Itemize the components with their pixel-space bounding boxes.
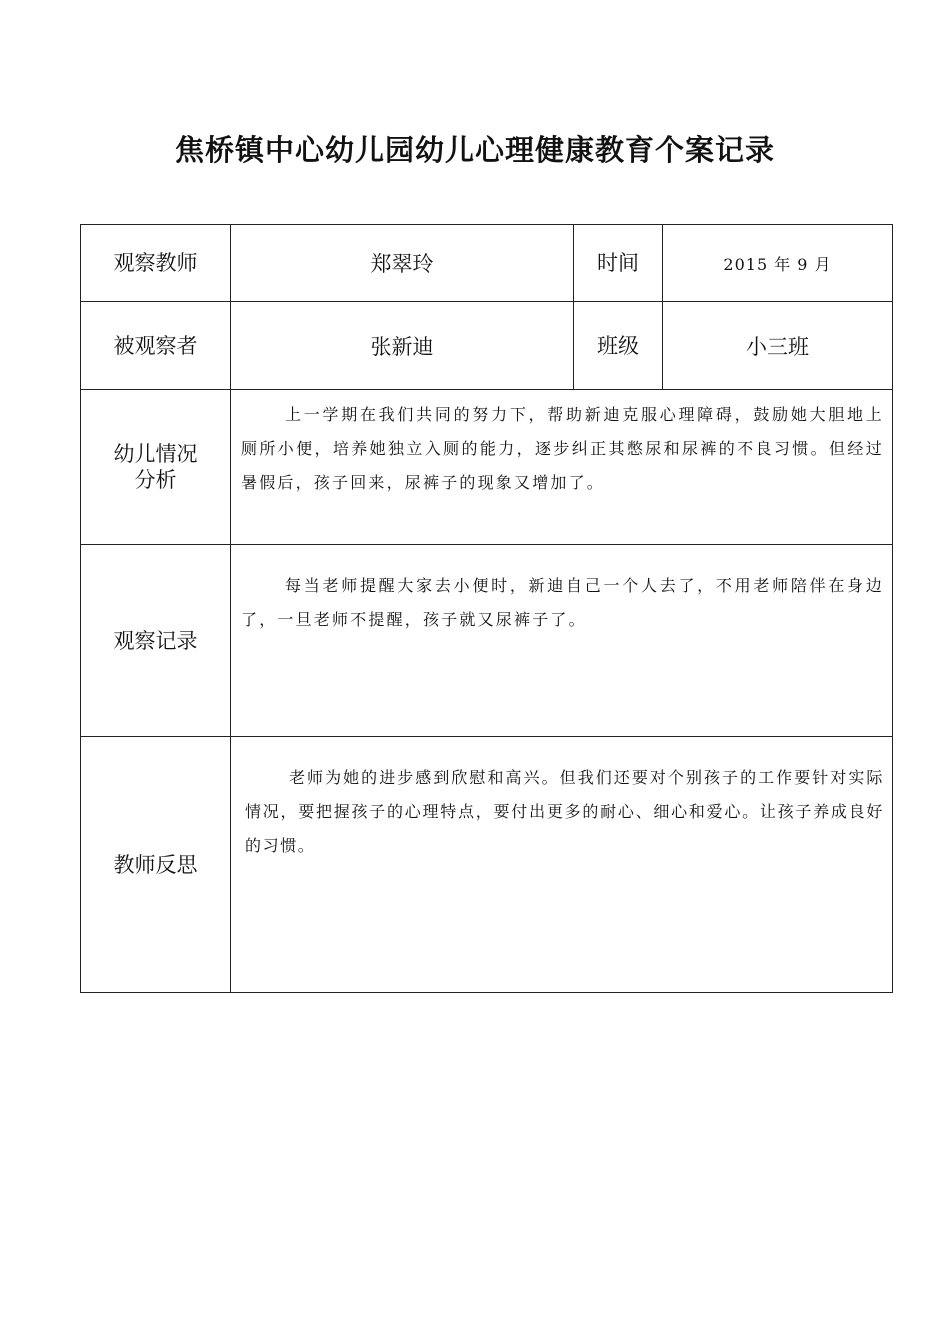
class-label: 班级 [574, 302, 663, 390]
analysis-label-line2: 分析 [134, 468, 177, 492]
observed-child-value: 张新迪 [231, 302, 574, 390]
analysis-text: 上一学期在我们共同的努力下，帮助新迪克服心理障碍，鼓励她大胆地上厕所小便，培养她独立入厕的能力，逐步纠正其憋尿和尿裤的不良习惯。但经过暑假后，孩子回来，尿裤子的现象又增加了。 [241, 405, 884, 492]
time-label: 时间 [574, 225, 663, 302]
reflection-label: 教师反思 [81, 737, 231, 993]
class-value: 小三班 [663, 302, 893, 390]
row-teacher-time [81, 225, 893, 302]
record-table [80, 224, 893, 993]
row-subject-class [81, 302, 893, 390]
observer-teacher-label: 观察教师 [81, 225, 231, 302]
row-reflection [81, 737, 893, 993]
reflection-text: 老师为她的进步感到欣慰和高兴。但我们还要对个别孩子的工作要针对实际情况，要把握孩子的心理特点，要付出更多的耐心、细心和爱心。让孩子养成良好的习惯。 [245, 768, 884, 855]
document-title: 焦桥镇中心幼儿园幼儿心理健康教育个案记录 [174, 133, 775, 167]
row-analysis [81, 390, 893, 545]
analysis-content-cell [231, 390, 893, 545]
row-observation [81, 545, 893, 737]
observer-teacher-value: 郑翠玲 [231, 225, 574, 302]
analysis-label [81, 390, 231, 545]
observation-label: 观察记录 [81, 545, 231, 737]
observation-text: 每当老师提醒大家去小便时，新迪自己一个人去了，不用老师陪伴在身边了，一旦老师不提醒，孩子就又尿裤子了。 [241, 576, 884, 629]
observed-child-label: 被观察者 [81, 302, 231, 390]
time-value: 2015 年 9 月 [663, 225, 893, 302]
analysis-label-line1: 幼儿情况 [113, 442, 198, 466]
reflection-content-cell [231, 737, 893, 993]
observation-content-cell [231, 545, 893, 737]
